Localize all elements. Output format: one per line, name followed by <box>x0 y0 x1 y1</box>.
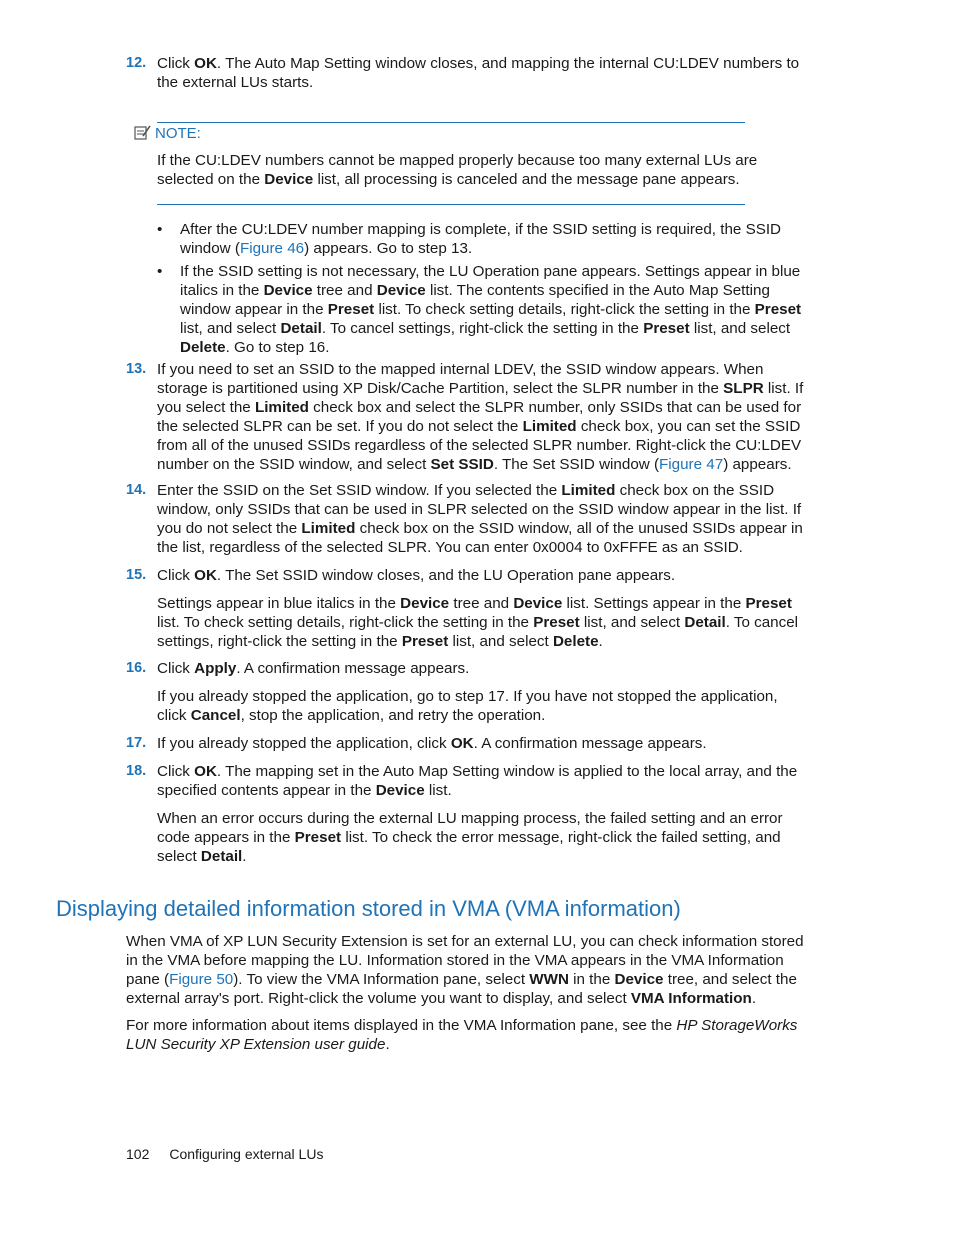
text: list, and select <box>180 320 281 337</box>
step-18 <box>126 762 806 800</box>
bullet-text <box>180 262 807 357</box>
text: list. To check the error message, right-click the failed setting, and select <box>157 829 781 865</box>
text: Click <box>157 55 195 72</box>
text: list, and select <box>579 614 685 631</box>
step-number: 17. <box>126 735 147 751</box>
text: . The mapping set in the Auto Map Setting window is applied to the local array, and the specified contents appear in the <box>157 763 798 799</box>
note-label: NOTE: <box>155 125 201 142</box>
ui-term: Preset <box>754 301 802 318</box>
ui-term: OK <box>450 735 474 752</box>
text: list. To check setting details, right-click the setting in the <box>374 301 755 318</box>
bullet-dot: • <box>157 263 163 280</box>
text: check box on the SSID window, only SSIDs that can be used in SLPR selected on the SSID window appear in the list. If you do not select the <box>157 482 802 537</box>
text: . Go to step 16. <box>225 339 330 356</box>
step-text <box>157 659 806 678</box>
text: . A confirmation message appears. <box>236 660 470 677</box>
step-number: 16. <box>126 660 147 676</box>
ui-term: Limited <box>254 399 309 416</box>
note-icon <box>134 125 151 140</box>
text: For more information about items displayed in the VMA Information pane, see the <box>126 1017 677 1034</box>
ui-term: Cancel <box>190 707 241 724</box>
chapter-title: Configuring external LUs <box>169 1146 324 1162</box>
section-paragraph-1 <box>126 932 806 1008</box>
figure-46-link[interactable]: Figure 46 <box>239 240 305 257</box>
text: list. The contents specified in the Auto Map Setting window appear in the <box>180 282 770 318</box>
ui-term: Limited <box>522 418 577 435</box>
step-number: 14. <box>126 482 147 498</box>
step-text <box>157 734 806 753</box>
bullet-dot: • <box>157 221 163 238</box>
step-text <box>157 360 806 474</box>
ui-term: Device <box>264 171 314 188</box>
step-text <box>157 762 806 800</box>
ui-term: Delete <box>552 633 599 650</box>
ui-term: Limited <box>301 520 356 537</box>
step-16-detail <box>157 687 807 725</box>
ui-term: Preset <box>294 829 342 846</box>
text: Enter the SSID on the Set SSID window. If you selected the <box>157 482 562 499</box>
text: If you already stopped the application, click <box>157 735 451 752</box>
text: list, and select <box>448 633 553 650</box>
step-number: 13. <box>126 361 147 377</box>
text: If the CU:LDEV numbers cannot be mapped properly because too many external LUs are selected on the <box>157 152 758 188</box>
text: list. <box>424 782 452 799</box>
step-number: 15. <box>126 567 147 583</box>
step-text <box>157 566 806 585</box>
ui-term: VMA Information <box>630 990 752 1007</box>
ui-term: OK <box>194 567 217 584</box>
text: . <box>385 1036 390 1053</box>
step-15 <box>126 566 806 585</box>
text: check box and select the SLPR number, only SSIDs that can be used for the selected SLPR can be set. If you do not select the <box>157 399 802 435</box>
text: . To cancel settings, right-click the setting in the <box>157 614 799 650</box>
ui-term: Device <box>400 595 450 612</box>
ui-term: OK <box>194 763 217 780</box>
text: tree, and select the external array's port. Right-click the volume you want to display, and select <box>126 971 797 1007</box>
ui-term: Device <box>263 282 313 299</box>
ui-term: SLPR <box>723 380 764 397</box>
section-heading: Displaying detailed information stored in VMA (VMA information) <box>56 896 681 921</box>
text: When VMA of XP LUN Security Extension is set for an external LU, you can check information stored in the VMA before mapping the LU. Information stored in the VMA appears in the VMA Information pane ( <box>126 933 804 988</box>
text: When an error occurs during the external LU mapping process, the failed setting and an error code appears in the <box>157 810 783 846</box>
ui-term: Device <box>376 282 426 299</box>
step-text <box>157 54 806 92</box>
text: list, and select <box>689 320 791 337</box>
note-text <box>157 151 807 189</box>
step-text <box>157 481 806 557</box>
text: . The Auto Map Setting window closes, and mapping the internal CU:LDEV numbers to the external LUs starts. <box>157 55 800 91</box>
text: Click <box>157 567 195 584</box>
text: . <box>751 990 757 1007</box>
ui-term: Device <box>513 595 563 612</box>
ui-term: Preset <box>745 595 792 612</box>
ui-term: Set SSID <box>430 456 494 473</box>
text: . A confirmation message appears. <box>473 735 707 752</box>
bullet-ssid-required <box>157 220 807 258</box>
ui-term: Apply <box>194 660 237 677</box>
text: , stop the application, and retry the operation. <box>240 707 546 724</box>
step-17 <box>126 734 806 753</box>
ui-term: Preset <box>643 320 690 337</box>
text: list, all processing is canceled and the message pane appears. <box>313 171 740 188</box>
text: ) appears. Go to step 13. <box>304 240 473 257</box>
ui-term: Preset <box>401 633 449 650</box>
step-15-detail <box>157 594 807 651</box>
page-footer <box>126 1145 323 1163</box>
text: check box, you can set the SSID from all of the unused SSIDs regardless of the selected SLPR number. Right-click the CU:LDEV number on the SSID window, and select <box>157 418 802 473</box>
text: check box on the SSID window, all of the unused SSIDs appear in the list, regardless of the selected SLPR. You can enter 0x0004 to 0xFFFE as an SSID. <box>157 520 803 556</box>
bullet-ssid-not-necessary <box>157 262 807 357</box>
text: Click <box>157 763 195 780</box>
ui-term: Detail <box>684 614 726 631</box>
text: tree and <box>449 595 514 612</box>
text: in the <box>568 971 615 988</box>
bullet-text <box>180 220 807 258</box>
note-top-rule <box>157 122 745 123</box>
ui-term: Preset <box>533 614 580 631</box>
text: If you need to set an SSID to the mapped internal LDEV, the SSID window appears. When storage is partitioned using XP Disk/Cache Partition, select the SLPR number in the <box>157 361 764 397</box>
text: If the SSID setting is not necessary, the LU Operation pane appears. Settings appear in blue italics in the <box>180 263 801 299</box>
text: list. If you select the <box>157 380 804 416</box>
text: . <box>242 848 247 865</box>
step-16 <box>126 659 806 678</box>
step-number: 12. <box>126 55 147 71</box>
text: . To cancel settings, right-click the setting in the <box>321 320 644 337</box>
text: list. Settings appear in the <box>562 595 746 612</box>
ui-term: Limited <box>561 482 616 499</box>
text: . The Set SSID window ( <box>493 456 660 473</box>
figure-47-link[interactable]: Figure 47 <box>659 456 724 473</box>
text: list. To check setting details, right-click the setting in the <box>157 614 534 631</box>
ui-term: Preset <box>327 301 375 318</box>
text: . The Set SSID window closes, and the LU Operation pane appears. <box>216 567 676 584</box>
ui-term: OK <box>194 55 217 72</box>
text: If you already stopped the application, go to step 17. If you have not stopped the application, click <box>157 688 778 724</box>
section-paragraph-2 <box>126 1016 806 1054</box>
text: ) appears. <box>723 456 792 473</box>
step-18-detail <box>157 809 807 866</box>
text: . <box>598 633 603 650</box>
figure-50-link[interactable]: Figure 50 <box>169 971 234 988</box>
text: tree and <box>312 282 377 299</box>
ui-term: Delete <box>180 339 226 356</box>
text: Settings appear in blue italics in the <box>157 595 401 612</box>
ui-term: WWN <box>529 971 569 988</box>
step-14 <box>126 481 806 557</box>
ui-term: Device <box>614 971 664 988</box>
book-title: HP StorageWorks LUN Security XP Extension user guide <box>126 1017 798 1053</box>
note-bottom-rule <box>157 204 745 205</box>
ui-term: Detail <box>280 320 322 337</box>
page-number: 102 <box>126 1146 150 1162</box>
text: Click <box>157 660 195 677</box>
text: After the CU:LDEV number mapping is complete, if the SSID setting is required, the SSID window ( <box>180 221 782 257</box>
note-header <box>134 124 201 143</box>
ui-term: Detail <box>200 848 243 865</box>
ui-term: Device <box>375 782 425 799</box>
step-13 <box>126 360 806 474</box>
text: ). To view the VMA Information pane, select <box>233 971 530 988</box>
step-12 <box>126 54 806 92</box>
step-number: 18. <box>126 763 147 779</box>
